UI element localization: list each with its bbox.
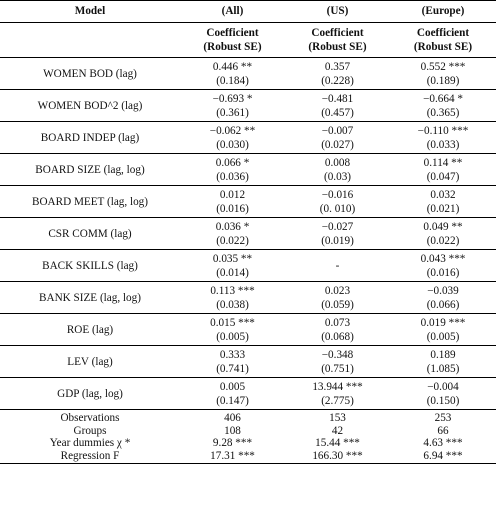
coefficient-value: 0.008 — [324, 157, 351, 169]
standard-error-value: (0.189) — [426, 75, 460, 87]
cell-us — [285, 250, 390, 282]
standard-error-value: (0.022) — [216, 235, 249, 247]
coefficient-value: 0.552 *** — [420, 61, 466, 73]
subheader-europe-line2: (Robust SE) — [413, 41, 473, 53]
standard-error-value: (2.775) — [321, 395, 354, 407]
subheader-all-line1: Coefficient — [206, 27, 259, 39]
table-row — [0, 218, 496, 250]
standard-error-value: (0.059) — [321, 299, 354, 311]
cell-eu — [390, 154, 496, 186]
subheader-us — [285, 23, 390, 58]
row-label: WOMEN BOD^2 (lag) — [0, 90, 180, 122]
row-label: CSR COMM (lag) — [0, 218, 180, 250]
table-row — [0, 250, 496, 282]
standard-error-value: (1.085) — [426, 363, 460, 375]
coefficient-value: −0.664 * — [423, 93, 463, 105]
cell-eu — [390, 90, 496, 122]
coefficient-value: −0.039 — [427, 285, 459, 297]
cell-all — [180, 314, 285, 346]
stat-value-eu: 6.94 *** — [390, 450, 496, 464]
standard-error-value: (0.047) — [426, 171, 460, 183]
cell-us — [285, 282, 390, 314]
coefficient-value: 0.113 *** — [210, 285, 255, 297]
table-header — [0, 1, 496, 23]
header-us: (US) — [285, 1, 390, 23]
coefficient-value: −0.062 ** — [209, 125, 256, 137]
cell-all — [180, 218, 285, 250]
cell-us — [285, 122, 390, 154]
stat-label: Year dummies χ * — [49, 437, 131, 449]
coefficient-value: −0.348 — [321, 349, 354, 361]
coefficient-value: 0.032 — [430, 189, 456, 201]
standard-error-value: (0.030) — [216, 139, 249, 151]
coefficient-value: −0.027 — [321, 221, 354, 233]
stat-value-all: 17.31 *** — [180, 450, 285, 464]
stat-label: Regression F — [0, 450, 180, 464]
coefficient-value: 0.023 — [324, 285, 351, 297]
table-row — [0, 346, 496, 378]
standard-error-value: (0.016) — [216, 203, 249, 215]
row-label: BACK SKILLS (lag) — [0, 250, 180, 282]
coefficient-value: −0.693 * — [212, 93, 253, 105]
cell-eu — [390, 218, 496, 250]
row-label: WOMEN BOD (lag) — [0, 58, 180, 90]
cell-us — [285, 378, 390, 410]
coefficient-value: 0.019 *** — [420, 317, 466, 329]
stat-value-all: 9.28 *** — [212, 437, 253, 449]
cell-all — [180, 250, 285, 282]
coefficient-value: 0.012 — [219, 189, 246, 201]
table-row — [0, 122, 496, 154]
standard-error-value: (0.021) — [426, 203, 460, 215]
standard-error-value: (0.361) — [216, 107, 249, 119]
cell-all — [180, 154, 285, 186]
standard-error-value: (0.068) — [321, 331, 354, 343]
cell-us — [285, 154, 390, 186]
table-row — [0, 314, 496, 346]
table-row — [0, 378, 496, 410]
stat-value-eu: 66 — [437, 424, 449, 437]
coefficient-value: 13.944 *** — [312, 381, 363, 393]
row-label: ROE (lag) — [0, 314, 180, 346]
coefficient-value: 0.043 *** — [420, 253, 466, 265]
cell-eu — [390, 58, 496, 90]
cell-eu — [390, 186, 496, 218]
cell-eu — [390, 122, 496, 154]
standard-error-value: (0.027) — [321, 139, 354, 151]
coefficient-value: - — [335, 260, 340, 272]
coefficient-value: 0.357 — [324, 61, 351, 73]
standard-error-value: (0.365) — [426, 107, 460, 119]
table-row — [0, 186, 496, 218]
header-model: Model — [0, 1, 180, 23]
coefficient-value: −0.007 — [321, 125, 354, 137]
table-row — [0, 58, 496, 90]
coefficient-value: 0.073 — [324, 317, 351, 329]
subheader-all — [180, 23, 285, 58]
stat-label: Observations — [60, 412, 120, 424]
coefficient-value: 0.005 — [219, 381, 246, 393]
standard-error-value: (0. 010) — [319, 203, 356, 215]
stat-value-eu: 4.63 *** — [423, 437, 463, 449]
subheader-all-line2: (Robust SE) — [203, 41, 262, 53]
standard-error-value: (0.036) — [216, 171, 249, 183]
stat-label: Groups — [73, 424, 107, 437]
cell-us — [285, 346, 390, 378]
standard-error-value: (0.033) — [426, 139, 460, 151]
coefficient-value: 0.035 ** — [212, 253, 253, 265]
cell-eu — [390, 314, 496, 346]
cell-us — [285, 58, 390, 90]
stat-value-all: 108 — [224, 424, 241, 437]
stat-value-us: 42 — [331, 424, 344, 437]
standard-error-value: (0.038) — [216, 299, 249, 311]
cell-all — [180, 58, 285, 90]
stats-row — [0, 410, 496, 425]
table-row — [0, 282, 496, 314]
cell-us — [285, 314, 390, 346]
cell-eu — [390, 346, 496, 378]
coefficient-value: 0.036 * — [215, 221, 250, 233]
standard-error-value: (0.005) — [216, 331, 249, 343]
coefficient-value: 0.114 ** — [423, 157, 463, 169]
subheader-row — [0, 23, 496, 58]
header-all: (All) — [180, 1, 285, 23]
cell-all — [180, 122, 285, 154]
standard-error-value: (0.066) — [426, 299, 460, 311]
standard-error-value: (0.150) — [426, 395, 460, 407]
subheader-us-line1: Coefficient — [311, 27, 364, 39]
coefficient-value: 0.049 ** — [423, 221, 463, 233]
standard-error-value: (0.022) — [426, 235, 460, 247]
coefficient-value: −0.481 — [321, 93, 354, 105]
stat-value-all: 406 — [224, 412, 241, 424]
cell-eu — [390, 378, 496, 410]
stats-row — [0, 450, 496, 464]
coefficient-value: 0.066 * — [215, 157, 250, 169]
table-row — [0, 154, 496, 186]
coefficient-value: −0.004 — [427, 381, 459, 393]
stat-value-us: 166.30 *** — [285, 450, 390, 464]
header-row — [0, 1, 496, 23]
row-label: BOARD INDEP (lag) — [0, 122, 180, 154]
subheader-europe — [390, 23, 496, 58]
stats-row — [0, 437, 496, 450]
coefficient-value: −0.110 *** — [417, 125, 469, 137]
standard-error-value: (0.751) — [321, 363, 354, 375]
stat-value-eu: 253 — [434, 412, 452, 424]
row-label: BOARD SIZE (lag, log) — [0, 154, 180, 186]
cell-us — [285, 218, 390, 250]
cell-us — [285, 90, 390, 122]
cell-all — [180, 282, 285, 314]
stat-value-us: 15.44 *** — [315, 437, 360, 449]
cell-eu — [390, 282, 496, 314]
standard-error-value: (0.147) — [216, 395, 249, 407]
table-row — [0, 90, 496, 122]
coefficient-value: −0.016 — [321, 189, 354, 201]
standard-error-value: (0.005) — [426, 331, 460, 343]
header-europe: (Europe) — [390, 1, 496, 23]
stats-row — [0, 425, 496, 438]
standard-error-value: (0.019) — [321, 235, 354, 247]
standard-error-value: (0.228) — [321, 75, 354, 87]
standard-error-value: (0.184) — [216, 75, 249, 87]
row-label: LEV (lag) — [0, 346, 180, 378]
standard-error-value: (0.741) — [216, 363, 249, 375]
standard-error-value: (0.457) — [321, 107, 354, 119]
standard-error-value: (0.03) — [323, 171, 352, 183]
cell-us — [285, 186, 390, 218]
cell-all — [180, 186, 285, 218]
cell-all — [180, 90, 285, 122]
stat-value-us: 153 — [329, 412, 346, 424]
cell-eu — [390, 250, 496, 282]
coefficient-value: 0.333 — [219, 349, 246, 361]
subheader-europe-line1: Coefficient — [416, 27, 470, 39]
coefficient-value: 0.015 *** — [210, 317, 255, 329]
table-body — [0, 23, 496, 464]
cell-all — [180, 378, 285, 410]
subheader-us-line2: (Robust SE) — [308, 41, 367, 53]
coefficient-value: 0.189 — [430, 349, 456, 361]
row-label: BOARD MEET (lag, log) — [0, 186, 180, 218]
standard-error-value: (0.014) — [216, 267, 249, 279]
coefficient-value: 0.446 ** — [212, 61, 253, 73]
cell-all — [180, 346, 285, 378]
standard-error-value: (0.016) — [426, 267, 460, 279]
row-label: BANK SIZE (lag, log) — [0, 282, 180, 314]
row-label: GDP (lag, log) — [0, 378, 180, 410]
subheader-blank — [0, 23, 180, 58]
